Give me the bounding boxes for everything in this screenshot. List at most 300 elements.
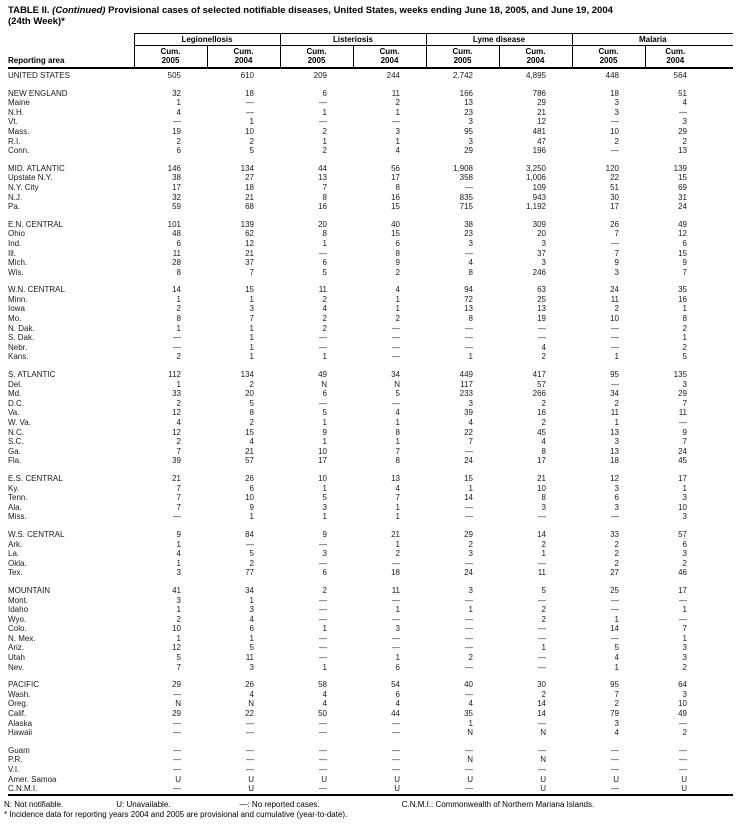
cell-value: 49 — [678, 709, 687, 719]
cell-value: 21 — [537, 107, 546, 117]
cell-value: 1 — [322, 107, 327, 117]
section-gap — [8, 277, 733, 285]
cell-value: 3 — [541, 258, 546, 268]
cell-value: — — [465, 558, 473, 568]
cell-value: — — [465, 502, 473, 512]
cell-value: 22 — [610, 173, 619, 183]
cell-value: 57 — [245, 456, 254, 466]
cell-value: 2 — [322, 294, 327, 304]
row-label: PACIFIC — [8, 680, 39, 690]
cell-value: 9 — [249, 502, 254, 512]
row-label: N.J. — [8, 192, 23, 202]
cell-value: 46 — [678, 568, 687, 578]
cell-value: 15 — [678, 248, 687, 258]
cell-value: 5 — [249, 398, 254, 408]
cell-value: 9 — [614, 258, 619, 268]
cell-value: 2 — [322, 126, 327, 136]
cell-value: — — [538, 765, 546, 774]
cell-value: 1 — [468, 483, 473, 493]
row-label: Tex. — [8, 568, 23, 578]
cell-value: 3 — [614, 267, 619, 277]
cell-value: 41 — [172, 585, 181, 595]
col-group-malaria: Malaria — [572, 34, 733, 46]
cell-value: 4 — [322, 689, 327, 699]
section-gap — [8, 738, 733, 746]
cell-value: 4 — [395, 146, 400, 156]
cell-value: 4 — [468, 699, 473, 709]
cell-value: 29 — [464, 529, 473, 539]
cell-value: 2 — [249, 418, 254, 427]
cell-value: 22 — [245, 709, 254, 719]
cell-value: 12 — [610, 473, 619, 483]
cell-value: — — [246, 107, 254, 117]
cell-value: 9 — [176, 529, 181, 539]
table-row — [8, 755, 733, 765]
cell-value: 40 — [464, 680, 473, 690]
table-row — [8, 503, 733, 513]
cell-value: 3 — [682, 643, 687, 653]
cell-value: 29 — [678, 389, 687, 399]
cell-value: — — [173, 117, 181, 127]
cell-value: — — [173, 755, 181, 765]
cell-value: 15 — [245, 285, 254, 295]
cell-value: 1 — [322, 238, 327, 248]
cell-value: 7 — [682, 267, 687, 277]
cell-value: 21 — [391, 529, 400, 539]
cell-value: 1 — [176, 558, 181, 568]
cell-value: 16 — [391, 192, 400, 202]
table-row — [8, 258, 733, 268]
row-label: Ga. — [8, 446, 21, 456]
table-row — [8, 127, 733, 137]
cell-value: 8 — [395, 427, 400, 437]
cell-value: 12 — [172, 643, 181, 653]
table-row — [8, 512, 733, 522]
cell-value: 2 — [322, 585, 327, 595]
col-header-lyme-2005: Cum. 2005 — [426, 46, 499, 69]
cell-value: 63 — [537, 285, 546, 295]
cell-value: 25 — [610, 585, 619, 595]
cell-value: 10 — [610, 126, 619, 136]
cell-value: 1 — [176, 633, 181, 643]
cell-value: — — [173, 718, 181, 728]
cell-value: 7 — [682, 398, 687, 408]
table-row — [8, 719, 733, 729]
cell-value: 2 — [468, 653, 473, 663]
cell-value: 2 — [176, 352, 181, 362]
cell-value: 3 — [614, 502, 619, 512]
cell-value: 7 — [395, 493, 400, 503]
cell-value: 1 — [395, 294, 400, 304]
table-row — [8, 680, 733, 690]
cell-value: U — [394, 774, 400, 784]
cell-value: 2 — [541, 398, 546, 408]
cell-value: — — [465, 333, 473, 343]
cell-value: 17 — [172, 182, 181, 192]
cell-value: 27 — [610, 568, 619, 578]
table-title — [0, 0, 741, 27]
cell-value: 2 — [682, 728, 687, 738]
row-label: E.S. CENTRAL — [8, 473, 63, 483]
col-header-lis-2005: Cum. 2005 — [280, 46, 353, 69]
footnote-incidence-note: * Incidence data for reporting years 2004 and 2005 are provisional and cumulative (year-to-date). — [4, 809, 348, 819]
cell-value: — — [392, 755, 400, 765]
row-label: Mass. — [8, 126, 30, 136]
cell-value: 12 — [245, 238, 254, 248]
cell-value: 4 — [395, 483, 400, 493]
cell-value: 4,895 — [525, 71, 546, 80]
table-row — [8, 183, 733, 193]
cell-value: 1 — [249, 342, 254, 352]
cell-value: 1 — [395, 512, 400, 522]
footnote-legend — [4, 800, 733, 810]
row-label: Alaska — [8, 718, 33, 728]
col-header-lyme-2004: Cum. 2004 — [499, 46, 572, 69]
table-row — [8, 784, 733, 795]
cell-value: 40 — [391, 219, 400, 229]
cell-value: 2 — [682, 662, 687, 672]
cell-value: 14 — [172, 285, 181, 295]
cell-value: 943 — [532, 192, 546, 202]
table-row — [8, 615, 733, 625]
cell-value: 1 — [322, 136, 327, 146]
row-label: Utah — [8, 653, 25, 663]
row-label: Vt. — [8, 117, 18, 127]
cell-value: 4 — [322, 699, 327, 709]
cell-value: 2 — [614, 539, 619, 549]
cell-value: 6 — [395, 238, 400, 248]
table-row — [8, 586, 733, 596]
row-label: S. Dak. — [8, 333, 35, 343]
row-label: Idaho — [8, 605, 29, 615]
cell-value: 56 — [391, 163, 400, 173]
col-header-lis-2004: Cum. 2004 — [353, 46, 426, 69]
cell-value: — — [465, 614, 473, 624]
header-group-row — [8, 34, 733, 46]
cell-value: — — [319, 765, 327, 774]
cell-value: 32 — [172, 192, 181, 202]
cell-value: — — [319, 755, 327, 765]
cell-value: 9 — [395, 258, 400, 268]
cell-value: — — [246, 98, 254, 108]
cell-value: 24 — [610, 285, 619, 295]
table-row — [8, 229, 733, 239]
cell-value: 146 — [167, 163, 181, 173]
cell-value: — — [465, 342, 473, 352]
cell-value: — — [319, 784, 327, 794]
cell-value: 21 — [245, 248, 254, 258]
row-label: E.N. CENTRAL — [8, 219, 64, 229]
cell-value: 1 — [468, 718, 473, 728]
col-header-mal-2005: Cum. 2005 — [572, 46, 645, 69]
row-label: Wash. — [8, 689, 31, 699]
cell-value: 448 — [605, 71, 619, 80]
row-label: Mich. — [8, 258, 28, 268]
cell-value: 10 — [172, 624, 181, 634]
cell-value: — — [679, 418, 687, 427]
cell-value: 50 — [318, 709, 327, 719]
cell-value: — — [392, 117, 400, 127]
cell-value: 8 — [249, 408, 254, 418]
cell-value: — — [679, 755, 687, 765]
cell-value: 1 — [249, 595, 254, 605]
table-row — [8, 634, 733, 644]
table-row — [8, 728, 733, 738]
cell-value: 35 — [678, 285, 687, 295]
cell-value: 16 — [537, 408, 546, 418]
cell-value: 5 — [322, 493, 327, 503]
cell-value: 49 — [318, 370, 327, 380]
cell-value: 17 — [318, 456, 327, 466]
cell-value: — — [173, 745, 181, 755]
cell-value: N — [467, 755, 473, 765]
section-gap — [8, 212, 733, 220]
cell-value: 1 — [249, 117, 254, 127]
row-label: Calif. — [8, 709, 27, 719]
notifiable-diseases-table — [8, 33, 733, 796]
cell-value: 32 — [172, 88, 181, 98]
cell-value: 94 — [464, 285, 473, 295]
cell-value: 59 — [172, 202, 181, 212]
cell-value: 24 — [464, 456, 473, 466]
table-row — [8, 173, 733, 183]
cell-value: 1 — [395, 653, 400, 663]
row-label: UNITED STATES — [8, 71, 70, 80]
cell-value: 1,908 — [452, 163, 473, 173]
cell-value: — — [319, 333, 327, 343]
cell-value: 14 — [537, 709, 546, 719]
cell-value: 2 — [614, 136, 619, 146]
cell-value: 1 — [468, 352, 473, 362]
cell-value: 29 — [172, 709, 181, 719]
footnote-not-notifiable: N: Not notifiable. — [4, 799, 64, 809]
cell-value: 33 — [610, 529, 619, 539]
cell-value: 27 — [245, 173, 254, 183]
cell-value: 21 — [245, 192, 254, 202]
cell-value: 45 — [678, 456, 687, 466]
cell-value: 4 — [249, 437, 254, 447]
cell-value: — — [392, 333, 400, 343]
cell-value: 77 — [245, 568, 254, 578]
row-label: N.C. — [8, 427, 24, 437]
cell-value: 4 — [468, 258, 473, 268]
cell-value: 20 — [537, 229, 546, 239]
row-label: Minn. — [8, 294, 28, 304]
cell-value: 1 — [322, 418, 327, 427]
table-row — [8, 324, 733, 334]
row-label: Va. — [8, 408, 20, 418]
cell-value: — — [611, 765, 619, 774]
table-row — [8, 239, 733, 249]
cell-value: 23 — [464, 107, 473, 117]
cell-value: — — [538, 718, 546, 728]
cell-value: — — [538, 333, 546, 343]
cell-value: 51 — [678, 88, 687, 98]
cell-value: 4 — [176, 418, 181, 427]
cell-value: — — [392, 745, 400, 755]
row-label: P.R. — [8, 755, 23, 765]
row-label: Okla. — [8, 558, 27, 568]
cell-value: 196 — [532, 146, 546, 156]
table-row — [8, 559, 733, 569]
table-row — [8, 146, 733, 156]
cell-value: 47 — [537, 136, 546, 146]
cell-value: 2 — [614, 398, 619, 408]
cell-value: 134 — [240, 163, 254, 173]
cell-value: 1 — [395, 304, 400, 314]
cell-value: 3 — [614, 98, 619, 108]
cell-value: 2 — [249, 558, 254, 568]
row-label: Mont. — [8, 595, 29, 605]
cell-value: 1 — [249, 352, 254, 362]
cell-value: 8 — [682, 314, 687, 324]
cell-value: 2 — [322, 314, 327, 324]
cell-value: 95 — [464, 126, 473, 136]
cell-value: 3 — [395, 624, 400, 634]
table-row — [8, 89, 733, 99]
cell-value: 10 — [318, 473, 327, 483]
cell-value: 3 — [541, 238, 546, 248]
cell-value: 12 — [172, 427, 181, 437]
cell-value: — — [173, 689, 181, 699]
cell-value: 1 — [176, 98, 181, 108]
cell-value: 2 — [541, 689, 546, 699]
table-row — [8, 540, 733, 550]
cell-value: 15 — [464, 473, 473, 483]
cell-value: — — [611, 379, 619, 389]
cell-value: 10 — [245, 126, 254, 136]
cell-value: — — [611, 595, 619, 605]
cell-value: 2 — [176, 136, 181, 146]
cell-value: U — [681, 784, 687, 794]
cell-value: 20 — [245, 389, 254, 399]
cell-value: 5 — [249, 549, 254, 559]
cell-value: 135 — [673, 370, 687, 380]
cell-value: 68 — [245, 202, 254, 212]
cell-value: — — [465, 446, 473, 456]
cell-value: — — [465, 633, 473, 643]
cell-value: 9 — [682, 258, 687, 268]
cell-value: N — [540, 755, 546, 765]
cell-value: 6 — [614, 493, 619, 503]
cell-value: 26 — [245, 680, 254, 690]
cell-value: 11 — [537, 568, 546, 578]
cell-value: 3 — [468, 117, 473, 127]
cell-value: 2 — [176, 398, 181, 408]
table-row — [8, 447, 733, 457]
cell-value: — — [611, 605, 619, 615]
cell-value: — — [465, 512, 473, 522]
cell-value: 134 — [240, 370, 254, 380]
cell-value: 1 — [249, 633, 254, 643]
cell-value: 3 — [682, 653, 687, 663]
cell-value: 24 — [464, 568, 473, 578]
cell-value: 3,250 — [525, 163, 546, 173]
cell-value: — — [538, 662, 546, 672]
cell-value: 29 — [464, 146, 473, 156]
cell-value: 12 — [172, 408, 181, 418]
cell-value: 209 — [313, 71, 327, 80]
row-label: Miss. — [8, 512, 27, 522]
cell-value: 34 — [245, 585, 254, 595]
cell-value: 2 — [682, 342, 687, 352]
cell-value: U — [394, 784, 400, 794]
cell-value: 1 — [682, 483, 687, 493]
cell-value: 112 — [168, 370, 181, 380]
cell-value: 1 — [682, 333, 687, 343]
table-row — [8, 474, 733, 484]
cell-value: 1 — [614, 352, 619, 362]
row-label: W.N. CENTRAL — [8, 285, 65, 295]
cell-value: 2,742 — [452, 71, 473, 80]
cell-value: 8 — [468, 267, 473, 277]
cell-value: 34 — [391, 370, 400, 380]
cell-value: 11 — [391, 88, 400, 98]
cell-value: — — [319, 643, 327, 653]
cell-value: U — [467, 774, 473, 784]
row-label: W.S. CENTRAL — [8, 529, 65, 539]
cell-value: 18 — [391, 568, 400, 578]
cell-value: 23 — [464, 229, 473, 239]
cell-value: 17 — [610, 202, 619, 212]
cell-value: — — [246, 745, 254, 755]
cell-value: 1 — [249, 294, 254, 304]
cell-value: 5 — [249, 146, 254, 156]
cell-value: 11 — [245, 653, 254, 663]
cell-value: 44 — [318, 163, 327, 173]
section-gap — [8, 578, 733, 586]
table-row — [8, 380, 733, 390]
cell-value: — — [246, 718, 254, 728]
cell-value: 19 — [537, 314, 546, 324]
cell-value: — — [246, 728, 254, 738]
row-label: Tenn. — [8, 493, 28, 503]
cell-value: — — [465, 745, 473, 755]
table-row — [8, 333, 733, 343]
table-row — [8, 295, 733, 305]
cell-value: 2 — [682, 136, 687, 146]
cell-value: 233 — [459, 389, 473, 399]
row-label: Maine — [8, 98, 30, 108]
row-label: Iowa — [8, 304, 25, 314]
table-row — [8, 643, 733, 653]
row-label: Wyo. — [8, 614, 27, 624]
table-row — [8, 530, 733, 540]
cell-value: 37 — [537, 248, 546, 258]
cell-value: 449 — [459, 370, 473, 380]
cell-value: 14 — [610, 624, 619, 634]
cell-value: 10 — [610, 314, 619, 324]
cell-value: 2 — [176, 304, 181, 314]
cell-value: N — [321, 379, 327, 389]
cell-value: — — [173, 765, 181, 774]
cell-value: 4 — [176, 549, 181, 559]
row-label: Wis. — [8, 267, 24, 277]
cell-value: 24 — [678, 202, 687, 212]
section-gap — [8, 522, 733, 530]
cell-value: 6 — [249, 624, 254, 634]
cell-value: 2 — [176, 614, 181, 624]
cell-value: 715 — [459, 202, 473, 212]
table-title-number: TABLE II. — [8, 5, 50, 16]
cell-value: 610 — [240, 71, 254, 80]
table-row — [8, 568, 733, 578]
cell-value: 1 — [176, 379, 181, 389]
cell-value: 7 — [249, 267, 254, 277]
cell-value: 13 — [610, 446, 619, 456]
cell-value: 786 — [532, 88, 546, 98]
cell-value: 2 — [249, 379, 254, 389]
